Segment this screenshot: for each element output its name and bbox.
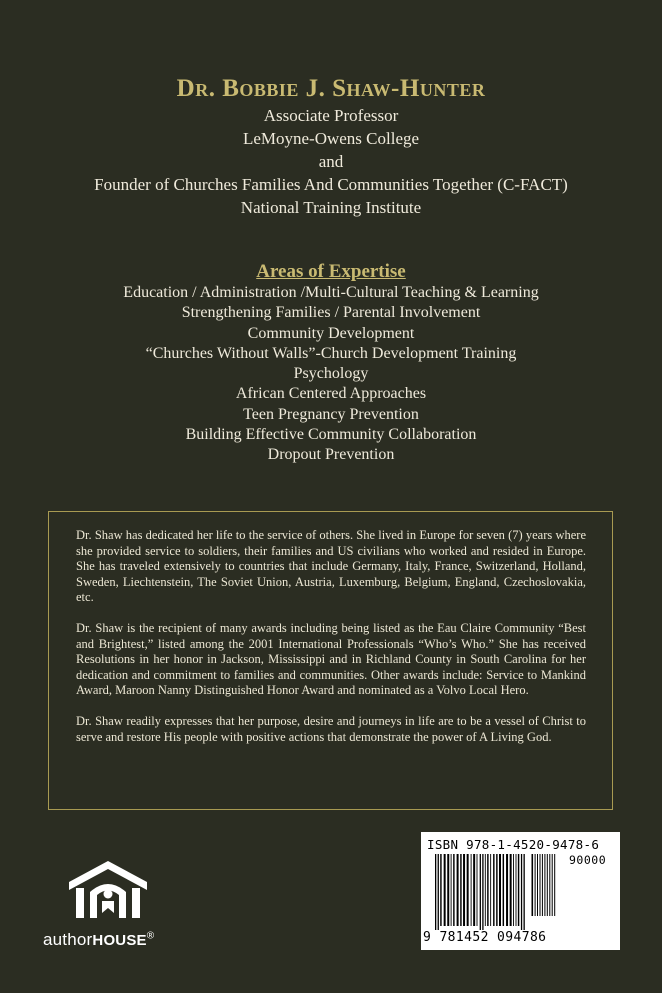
barcode-bar bbox=[435, 854, 436, 930]
barcode-bar bbox=[451, 854, 452, 926]
bio-paragraph: Dr. Shaw has dedicated her life to the service of others. She lived in Europe for seven (7) years where she provided service to soldiers, their families and US civilians who worked and resided in Europe. She has traveled extensively to countries that include Germany, Italy, France, Switzerland, Holland, Sweden, Liechtenstein, The Soviet Union, Austria, Luxemburg, Belgium, England, Czechoslovakia, etc. bbox=[76, 528, 586, 605]
credential-title: Associate Professor bbox=[263, 106, 399, 125]
expertise-item: Teen Pregnancy Prevention bbox=[243, 405, 419, 423]
barcode-bar bbox=[549, 854, 550, 916]
bio-paragraph: Dr. Shaw is the recipient of many awards including being listed as the Eau Claire Community “Best and Brightest,” listed among the 2001 International Professionals “Who’s Who.” She has received Resolutions in her honor in Jackson, Mississippi and in Richland County in South Carolina for her dedication and commitment to families and communities. Other awards include: Service to Mankind Award, Maroon Nanny Distinguished Honor Award and nominated as a Volvo Local Hero. bbox=[76, 620, 586, 698]
barcode-bar bbox=[554, 854, 555, 916]
barcode-bar bbox=[444, 854, 446, 926]
expertise-item: Dropout Prevention bbox=[267, 446, 395, 464]
barcode-bar bbox=[485, 854, 486, 926]
credential-conjunction: and bbox=[318, 152, 344, 171]
barcode-bar bbox=[490, 854, 491, 926]
barcode-bar bbox=[547, 854, 548, 916]
price-code: 90000 bbox=[569, 853, 607, 867]
author-credentials bbox=[0, 74, 662, 219]
publisher-logo bbox=[40, 858, 190, 958]
publisher-name bbox=[43, 930, 154, 950]
publisher-name-part1: author bbox=[43, 930, 93, 949]
credential-founder: Founder of Churches Families And Communities Together (C-FACT) bbox=[94, 175, 568, 194]
expertise-heading: Areas of Expertise bbox=[256, 261, 406, 282]
barcode-bar bbox=[447, 854, 449, 926]
barcode-bar bbox=[506, 854, 508, 926]
barcode-bar bbox=[521, 854, 522, 930]
bio-paragraph: Dr. Shaw readily expresses that her purpose, desire and journeys in life are to be a vessel of Christ to serve and restore His people with positive actions that demonstrate the power of A Living God. bbox=[76, 713, 586, 744]
barcode-bar bbox=[473, 854, 475, 926]
barcode-bar bbox=[477, 854, 478, 926]
barcode-bar bbox=[510, 854, 512, 926]
credential-college: LeMoyne-Owens College bbox=[242, 129, 420, 148]
isbn-barcode bbox=[421, 832, 620, 950]
barcode-bar bbox=[453, 854, 454, 926]
expertise-item: Building Effective Community Collaboration bbox=[185, 426, 477, 444]
biography-box bbox=[48, 511, 613, 810]
barcode-bar bbox=[438, 854, 439, 930]
expertise-item: Strengthening Families / Parental Involvement bbox=[181, 304, 481, 322]
barcode-bar bbox=[440, 854, 441, 926]
barcode-bar bbox=[518, 854, 519, 926]
barcode-bar bbox=[496, 854, 497, 926]
expertise-section bbox=[0, 261, 662, 466]
barcode-bar bbox=[471, 854, 472, 926]
barcode-bar bbox=[457, 854, 459, 926]
ean-number: 9 781452 094786 bbox=[423, 930, 547, 945]
barcode-bar bbox=[542, 854, 543, 916]
barcode-bar bbox=[499, 854, 501, 926]
barcode-bar bbox=[467, 854, 469, 926]
barcode-bar bbox=[493, 854, 494, 926]
author-name: Dr. Bobbie J. Shaw-Hunter bbox=[176, 75, 486, 102]
ean-barcode-bars bbox=[429, 854, 615, 930]
barcode-bar bbox=[480, 854, 481, 930]
barcode-bar bbox=[535, 854, 536, 916]
expertise-item: Education / Administration /Multi-Cultural Teaching & Learning bbox=[123, 284, 539, 301]
barcode-bar bbox=[524, 854, 525, 930]
expertise-item: African Centered Approaches bbox=[235, 385, 427, 403]
credential-institute: National Training Institute bbox=[240, 198, 422, 217]
barcode-bar bbox=[482, 854, 483, 930]
trademark-symbol: ® bbox=[146, 930, 155, 942]
barcode-bar bbox=[487, 854, 488, 926]
expertise-item: “Churches Without Walls”-Church Development Training bbox=[145, 344, 517, 362]
expertise-item: Psychology bbox=[293, 365, 369, 383]
barcode-bar bbox=[460, 854, 461, 926]
authorhouse-logo-icon bbox=[67, 858, 149, 920]
barcode-bar bbox=[513, 854, 514, 926]
barcode-bar bbox=[516, 854, 517, 926]
barcode-bar bbox=[540, 854, 541, 916]
barcode-bar bbox=[503, 854, 504, 926]
barcode-bar bbox=[532, 854, 534, 916]
barcode-bar bbox=[537, 854, 538, 916]
barcode-bar bbox=[463, 854, 465, 926]
publisher-name-part2: HOUSE bbox=[92, 932, 147, 949]
isbn-number: ISBN 978-1-4520-9478-6 bbox=[427, 837, 600, 852]
barcode-bar bbox=[552, 854, 553, 916]
barcode-bar bbox=[544, 854, 545, 916]
expertise-item: Community Development bbox=[247, 324, 415, 342]
